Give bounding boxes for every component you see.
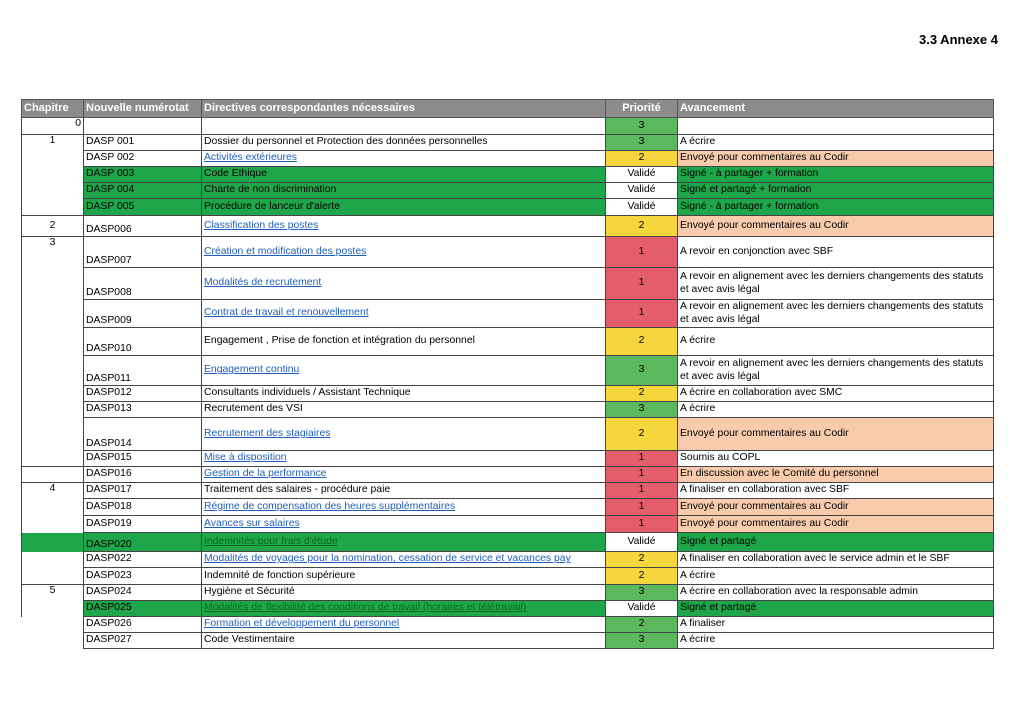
directive-cell — [202, 467, 606, 483]
chapter-cell — [22, 300, 84, 328]
directive-cell — [202, 533, 606, 552]
chapter-cell — [22, 402, 84, 418]
directive-cell: Charte de non discrimination — [202, 183, 606, 199]
table-row — [22, 135, 994, 151]
priority-cell: 1 — [606, 237, 678, 268]
progress-cell: A revoir en alignement avec les derniers changements des statuts et avec avis légal — [678, 356, 994, 386]
table-row — [22, 183, 994, 199]
directive-cell — [202, 300, 606, 328]
priority-cell: 2 — [606, 552, 678, 568]
header-directives: Directives correspondantes nécessaires — [202, 100, 606, 118]
table-row — [22, 199, 994, 216]
progress-cell: Envoyé pour commentaires au Codir — [678, 499, 994, 516]
number-cell: DASP026 — [84, 617, 202, 633]
directive-cell — [202, 516, 606, 533]
priority-cell: 3 — [606, 633, 678, 649]
number-cell: DASP018 — [84, 499, 202, 516]
chapter-cell — [22, 386, 84, 402]
table-row — [22, 585, 994, 601]
page-title: 3.3 Annexe 4 — [918, 32, 998, 47]
annex-table — [21, 99, 994, 649]
table-row — [22, 237, 994, 268]
priority-cell: 2 — [606, 386, 678, 402]
chapter-cell — [22, 568, 84, 585]
chapter-cell: 2 — [22, 216, 84, 237]
number-cell: DASP025 — [84, 601, 202, 617]
directive-cell: Dossier du personnel et Protection des données personnelles — [202, 135, 606, 151]
number-cell: DASP024 — [84, 585, 202, 601]
number-cell: DASP007 — [84, 237, 202, 268]
priority-cell: 1 — [606, 499, 678, 516]
table-row — [22, 568, 994, 585]
directive-cell: Traitement des salaires - procédure paie — [202, 483, 606, 499]
directive-cell: Engagement , Prise de fonction et intégration du personnel — [202, 328, 606, 356]
table-row — [22, 552, 994, 568]
directive-cell — [202, 118, 606, 135]
progress-cell: A écrire — [678, 568, 994, 585]
number-cell: DASP008 — [84, 268, 202, 300]
chapter-cell — [22, 533, 84, 552]
chapter-cell — [22, 633, 84, 649]
chapter-cell — [22, 356, 84, 386]
header-chapitre: Chapitre — [22, 100, 84, 118]
header-numerotation: Nouvelle numérotat — [84, 100, 202, 118]
chapter-cell — [22, 552, 84, 568]
priority-cell: 3 — [606, 402, 678, 418]
priority-cell: 1 — [606, 516, 678, 533]
directive-cell: Indemnité de fonction supérieure — [202, 568, 606, 585]
progress-cell: En discussion avec le Comité du personnel — [678, 467, 994, 483]
progress-cell: Signé - à partager + formation — [678, 199, 994, 216]
progress-cell — [678, 118, 994, 135]
table-row — [22, 300, 994, 328]
directive-link[interactable]: Modalités de voyages pour la nomination, cessation de service et vacances pay — [204, 553, 571, 565]
priority-cell: 2 — [606, 216, 678, 237]
directive-cell — [202, 451, 606, 467]
table-row — [22, 533, 994, 552]
number-cell: DASP027 — [84, 633, 202, 649]
directive-link[interactable]: Formation et développement du personnel — [204, 618, 400, 630]
number-cell: DASP016 — [84, 467, 202, 483]
number-cell: DASP 004 — [84, 183, 202, 199]
chapter-cell — [22, 467, 84, 483]
priority-cell: Validé — [606, 167, 678, 183]
table-row — [22, 402, 994, 418]
directive-link[interactable]: Activités extérieures — [204, 152, 297, 164]
priority-cell: 3 — [606, 356, 678, 386]
directive-cell — [202, 418, 606, 451]
table-row — [22, 418, 994, 451]
progress-cell: Signé et partagé — [678, 533, 994, 552]
number-cell: DASP013 — [84, 402, 202, 418]
priority-cell: 1 — [606, 467, 678, 483]
directive-link[interactable]: Engagement continu — [204, 364, 300, 376]
progress-cell: A revoir en alignement avec les derniers changements des statuts et avec avis légal — [678, 300, 994, 328]
number-cell: DASP015 — [84, 451, 202, 467]
table-row — [22, 467, 994, 483]
directive-link[interactable]: Modalités de recrutement — [204, 277, 322, 289]
number-cell: DASP 003 — [84, 167, 202, 183]
priority-cell: Validé — [606, 183, 678, 199]
priority-cell: 3 — [606, 585, 678, 601]
table-row — [22, 633, 994, 649]
table-row — [22, 516, 994, 533]
number-cell: DASP009 — [84, 300, 202, 328]
progress-cell: A revoir en conjonction avec SBF — [678, 237, 994, 268]
chapter-cell — [22, 183, 84, 199]
directive-cell: Procédure de lanceur d'alerte — [202, 199, 606, 216]
table-row — [22, 216, 994, 237]
header-avancement: Avancement — [678, 100, 994, 118]
directive-cell — [202, 552, 606, 568]
table-row — [22, 617, 994, 633]
table-row — [22, 356, 994, 386]
table-row — [22, 328, 994, 356]
table-row — [22, 118, 994, 135]
progress-cell: A écrire — [678, 135, 994, 151]
number-cell: DASP012 — [84, 386, 202, 402]
chapter-cell: 1 — [22, 135, 84, 151]
chapter-cell: 3 — [22, 237, 84, 268]
chapter-cell — [22, 199, 84, 216]
chapter-cell: 5 — [22, 585, 84, 601]
number-cell: DASP 002 — [84, 151, 202, 167]
chapter-cell — [22, 167, 84, 183]
directive-link[interactable]: Régime de compensation des heures supplémentaires — [204, 500, 456, 512]
chapter-cell — [22, 328, 84, 356]
number-cell: DASP020 — [84, 533, 202, 552]
priority-cell: 2 — [606, 617, 678, 633]
priority-cell: 2 — [606, 418, 678, 451]
directive-cell — [202, 617, 606, 633]
directive-link[interactable]: Modalités de flexibilité des conditions de travail (horaires et télétravail) — [204, 602, 527, 614]
number-cell: DASP 005 — [84, 199, 202, 216]
directive-cell: Consultants individuels / Assistant Technique — [202, 386, 606, 402]
chapter-cell — [22, 516, 84, 533]
chapter-cell: 0 — [22, 118, 84, 135]
number-cell: DASP014 — [84, 418, 202, 451]
chapter-cell — [22, 617, 84, 633]
number-cell: DASP017 — [84, 483, 202, 499]
progress-cell: A écrire en collaboration avec SMC — [678, 386, 994, 402]
progress-cell: Signé et partagé + formation — [678, 183, 994, 199]
progress-cell: Envoyé pour commentaires au Codir — [678, 216, 994, 237]
chapter-cell — [22, 499, 84, 516]
progress-cell: Signé et partagé — [678, 601, 994, 617]
priority-cell: Validé — [606, 601, 678, 617]
progress-cell: A écrire — [678, 328, 994, 356]
directive-link[interactable]: Indemnités pour frais d'étude — [204, 535, 338, 547]
number-cell: DASP010 — [84, 328, 202, 356]
priority-cell: 1 — [606, 451, 678, 467]
table-row — [22, 167, 994, 183]
directive-cell: Recrutement des VSI — [202, 402, 606, 418]
progress-cell: Envoyé pour commentaires au Codir — [678, 151, 994, 167]
table-row — [22, 386, 994, 402]
priority-cell: 2 — [606, 328, 678, 356]
number-cell — [84, 118, 202, 135]
directive-link[interactable]: Avances sur salaires — [204, 517, 300, 529]
directive-link[interactable]: Contrat de travail et renouvellement — [204, 307, 369, 319]
priority-cell: 1 — [606, 300, 678, 328]
priority-cell: 3 — [606, 118, 678, 135]
chapter-cell — [22, 151, 84, 167]
directive-link[interactable]: Création et modification des postes — [204, 245, 367, 257]
progress-cell: Envoyé pour commentaires au Codir — [678, 418, 994, 451]
header-priorite: Priorité — [606, 100, 678, 118]
priority-cell: 3 — [606, 135, 678, 151]
directive-link[interactable]: Gestion de la performance — [204, 468, 327, 480]
table-row — [22, 268, 994, 300]
priority-cell: Validé — [606, 199, 678, 216]
directive-cell — [202, 151, 606, 167]
directive-cell — [202, 356, 606, 386]
directive-link[interactable]: Mise à disposition — [204, 452, 287, 464]
progress-cell: A revoir en alignement avec les derniers changements des statuts et avec avis légal — [678, 268, 994, 300]
directive-cell: Code Ethique — [202, 167, 606, 183]
progress-cell: Envoyé pour commentaires au Codir — [678, 516, 994, 533]
directive-cell — [202, 268, 606, 300]
progress-cell: Soumis au COPL — [678, 451, 994, 467]
priority-cell: Validé — [606, 533, 678, 552]
progress-cell: Signé - à partager + formation — [678, 167, 994, 183]
table-row — [22, 483, 994, 499]
number-cell: DASP022 — [84, 552, 202, 568]
progress-cell: A finaliser en collaboration avec le service admin et le SBF — [678, 552, 994, 568]
table-row — [22, 601, 994, 617]
directive-cell: Hygiène et Sécurité — [202, 585, 606, 601]
table-row — [22, 451, 994, 467]
chapter-cell — [22, 601, 84, 617]
directive-cell — [202, 216, 606, 237]
progress-cell: A écrire — [678, 402, 994, 418]
directive-cell: Code Vestimentaire — [202, 633, 606, 649]
chapter-cell — [22, 451, 84, 467]
progress-cell: A finaliser — [678, 617, 994, 633]
chapter-cell — [22, 418, 84, 451]
progress-cell: A finaliser en collaboration avec SBF — [678, 483, 994, 499]
directive-cell — [202, 499, 606, 516]
progress-cell: A écrire en collaboration avec la responsable admin — [678, 585, 994, 601]
number-cell: DASP019 — [84, 516, 202, 533]
directive-link[interactable]: Recrutement des stagiaires — [204, 427, 331, 439]
chapter-cell: 4 — [22, 483, 84, 499]
priority-cell: 1 — [606, 483, 678, 499]
directive-cell — [202, 237, 606, 268]
chapter-cell — [22, 268, 84, 300]
directive-cell — [202, 601, 606, 617]
table-row — [22, 499, 994, 516]
table-row — [22, 151, 994, 167]
priority-cell: 1 — [606, 268, 678, 300]
number-cell: DASP006 — [84, 216, 202, 237]
number-cell: DASP011 — [84, 356, 202, 386]
number-cell: DASP023 — [84, 568, 202, 585]
directive-link[interactable]: Classification des postes — [204, 219, 319, 231]
priority-cell: 2 — [606, 568, 678, 585]
progress-cell: A écrire — [678, 633, 994, 649]
priority-cell: 2 — [606, 151, 678, 167]
number-cell: DASP 001 — [84, 135, 202, 151]
